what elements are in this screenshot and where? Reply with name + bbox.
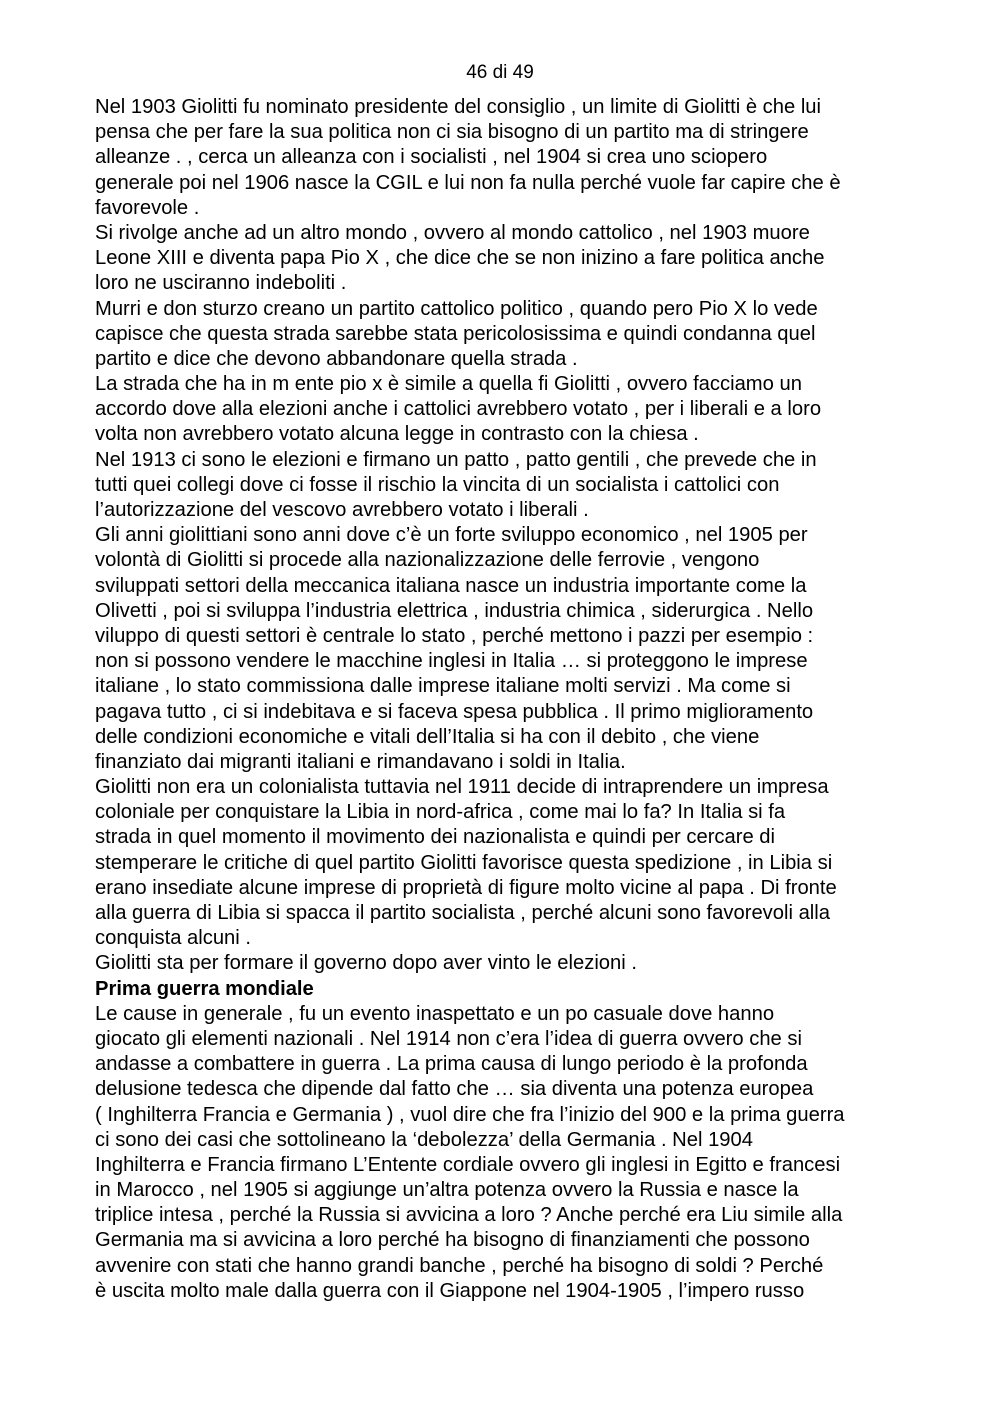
- text-line: strada in quel momento il movimento dei nazionalista e quindi per cercare di: [95, 826, 776, 849]
- text-line: giocato gli elementi nazionali . Nel 1914 non c’era l’idea di guerra ovvero che si: [95, 1027, 802, 1050]
- text-line: Murri e don sturzo creano un partito cattolico politico , quando pero Pio X lo vede: [95, 297, 818, 320]
- text-line: Gli anni giolittiani sono anni dove c’è un forte sviluppo economico , nel 1905 per: [95, 524, 808, 547]
- text-line: capisce che questa strada sarebbe stata pericolosissima e quindi condanna quel: [95, 322, 816, 345]
- text-line: conquista alcuni .: [95, 927, 251, 950]
- text-line: Leone XIII e diventa papa Pio X , che dice che se non inizino a fare politica anche: [95, 247, 825, 270]
- text-line: non si possono vendere le macchine inglesi in Italia … si proteggono le imprese: [95, 650, 808, 673]
- text-line: Nel 1903 Giolitti fu nominato presidente del consiglio , un limite di Giolitti è che lui: [95, 96, 822, 118]
- text-line: pensa che per fare la sua politica non ci sia bisogno di un partito ma di stringere: [95, 121, 809, 144]
- text-line: pagava tutto , ci si indebitava e si faceva spesa pubblica . Il primo miglioramento: [95, 700, 814, 723]
- text-line: volta non avrebbero votato alcuna legge in contrasto con la chiesa .: [95, 423, 699, 446]
- text-line: Giolitti sta per formare il governo dopo aver vinto le elezioni .: [95, 952, 637, 975]
- text-line: partito e dice che devono abbandonare quella strada .: [95, 347, 578, 370]
- text-line: delusione tedesca che dipende dal fatto che … sia diventa una potenza europea: [95, 1078, 814, 1101]
- text-line: volontà di Giolitti si procede alla nazionalizzazione delle ferrovie , vengono: [95, 549, 760, 572]
- text-line: in Marocco , nel 1905 si aggiunge un’altra potenza ovvero la Russia e nasce la: [95, 1179, 799, 1202]
- text-line: Giolitti non era un colonialista tuttavia nel 1911 decide di intraprendere un impresa: [95, 776, 829, 799]
- page-number: 46 di 49: [466, 62, 534, 83]
- text-line: stemperare le critiche di quel partito Giolitti favorisce questa spedizione , in Libia si: [95, 851, 833, 874]
- text-line: finanziato dai migranti italiani e rimandavano i soldi in Italia.: [95, 750, 626, 773]
- text-line: tutti quei collegi dove ci fosse il rischio la vincita di un socialista i cattolici con: [95, 473, 780, 496]
- text-line: loro ne usciranno indeboliti .: [95, 272, 347, 295]
- text-line: Inghilterra e Francia firmano L’Entente cordiale ovvero gli inglesi in Egitto e francesi: [95, 1153, 841, 1176]
- text-line: delle condizioni economiche e vitali dell’Italia si ha con il debito , che viene: [95, 725, 760, 748]
- text-line: La strada che ha in m ente pio x è simile a quella fi Giolitti , ovvero facciamo un: [95, 373, 802, 396]
- text-line: ci sono dei casi che sottolineano la ‘debolezza’ della Germania . Nel 1904: [95, 1128, 753, 1151]
- text-line: l’autorizzazione del vescovo avrebbero votato i liberali .: [95, 499, 589, 521]
- text-line: Nel 1913 ci sono le elezioni e firmano un patto , patto gentili , che prevede che in: [95, 448, 817, 471]
- section-heading: Prima guerra mondiale: [95, 977, 314, 1000]
- text-line: ( Inghilterra Francia e Germania ) , vuol dire che fra l’inizio del 900 e la prima guerra: [95, 1103, 845, 1126]
- text-line: favorevole .: [95, 196, 200, 219]
- text-line: Le cause in generale , fu un evento inaspettato e un po casuale dove hanno: [95, 1002, 775, 1025]
- text-line: erano insediate alcune imprese di proprietà di figure molto vicine al papa . Di fronte: [95, 876, 837, 899]
- text-line: Olivetti , poi si sviluppa l’industria elettrica , industria chimica , siderurgica . Nello: [95, 599, 814, 622]
- text-line: generale poi nel 1906 nasce la CGIL e lui non fa nulla perché vuole far capire che è: [95, 171, 841, 194]
- text-line: viluppo di questi settori è centrale lo stato , perché mettono i pazzi per esempio :: [95, 624, 814, 647]
- text-line: alla guerra di Libia si spacca il partito socialista , perché alcuni sono favorevoli alla: [95, 902, 830, 924]
- text-line: coloniale per conquistare la Libia in nord-africa , come mai lo fa? In Italia si fa: [95, 801, 786, 824]
- text-line: andasse a combattere in guerra . La prima causa di lungo periodo è la profonda: [95, 1053, 808, 1076]
- text-line: Si rivolge anche ad un altro mondo , ovvero al mondo cattolico , nel 1903 muore: [95, 221, 810, 244]
- text-line: alleanze . , cerca un alleanza con i socialisti , nel 1904 si crea uno sciopero: [95, 146, 768, 169]
- text-line: triplice intesa , perché la Russia si avvicina a loro ? Anche perché era Liu simile alla: [95, 1204, 843, 1227]
- text-line: accordo dove alla elezioni anche i cattolici avrebbero votato , per i liberali e a loro: [95, 398, 822, 421]
- text-line: sviluppati settori della meccanica italiana nasce un industria importante come la: [95, 574, 807, 597]
- body-text: [95, 95, 925, 1304]
- text-line: italiane , lo stato commissiona dalle imprese italiane molti servizi . Ma come si: [95, 675, 791, 698]
- text-line: avvenire con stati che hanno grandi banche , perché ha bisogno di soldi ? Perché: [95, 1254, 824, 1277]
- text-line: è uscita molto male dalla guerra con il Giappone nel 1904-1905 , l’impero russo: [95, 1279, 805, 1302]
- text-line: Germania ma si avvicina a loro perché ha bisogno di finanziamenti che possono: [95, 1229, 810, 1252]
